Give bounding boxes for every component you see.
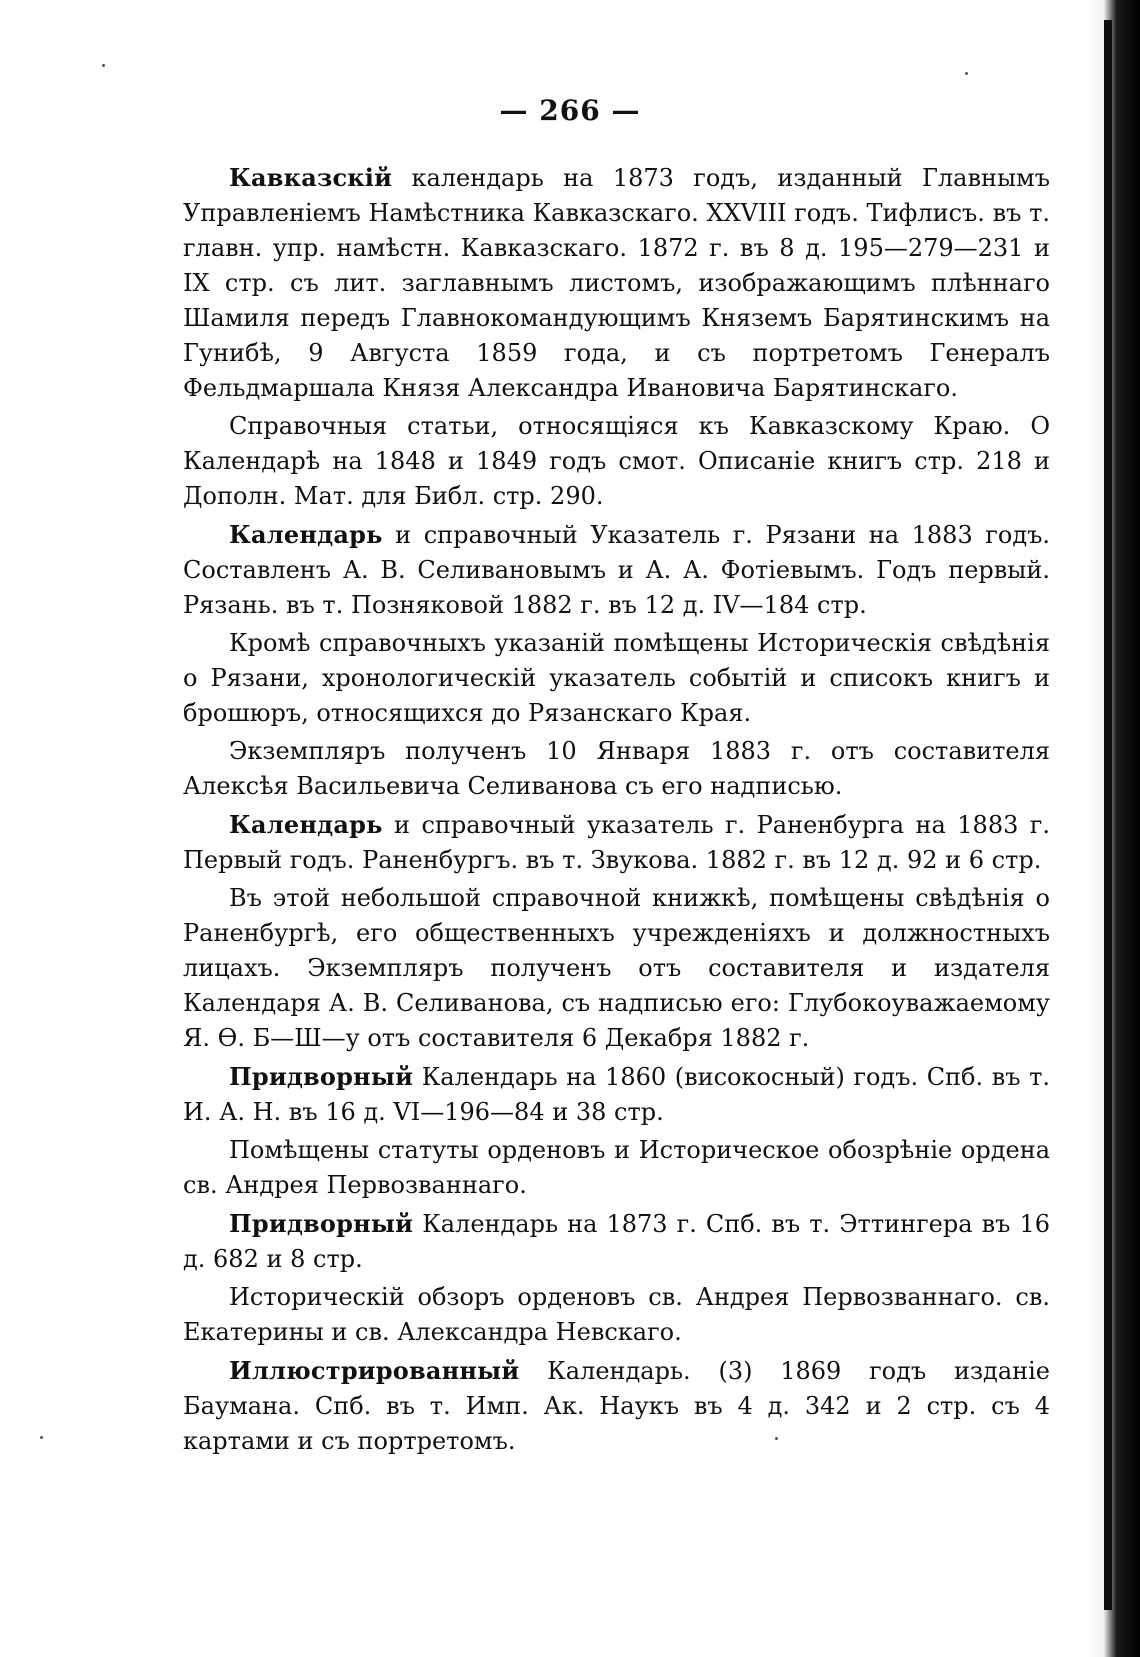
entry-note [183, 881, 1050, 1056]
entry-kavkazsky-calendar [183, 160, 1050, 406]
scan-speck [965, 72, 968, 75]
entry-lead: Календарь [229, 520, 383, 549]
entry-body: Историческій обзоръ орденовъ св. Андрея Первозваннаго. св. Екатерины и св. Александра Невскаго. [183, 1283, 1050, 1346]
scan-speck [102, 64, 105, 67]
entry-lead: Кавказскій [229, 163, 393, 192]
entry-body: Календарь на 1860 (високосный) годъ. Спб. въ т. И. А. Н. въ 16 д. VI—196—84 и 38 стр. [183, 1063, 1050, 1126]
entry-lead: Календарь [229, 810, 383, 839]
entry-body: Помѣщены статуты орденовъ и Историческое обозрѣніе ордена св. Андрея Первозваннаго. [183, 1136, 1050, 1199]
entry-note [183, 1280, 1050, 1350]
entry-court-calendar-1873 [183, 1206, 1050, 1277]
entry-body: календарь на 1873 годъ, изданный Главнымъ Управленіемъ Намѣстника Кавказскаго. XXVIII годъ. Тифлисъ. въ т. главн. упр. намѣстн. Кавказскаго. 1872 г. въ 8 д. 195—279—231 и IX стр. съ лит. заглавнымъ листомъ, изображающимъ плѣннаго Шамиля передъ Главнокомандующимъ Княземъ Барятинскимъ на Гунибѣ, 9 Августа 1859 года, и съ портретомъ Генералъ Фельдмаршала Князя Александра Ивановича Барятинскаго. [183, 164, 1050, 402]
entry-note [183, 1133, 1050, 1203]
entry-ranenburg-calendar [183, 807, 1050, 878]
entry-body: и справочный указатель г. Раненбурга на 1883 г. Первый годъ. Раненбургъ. въ т. Звукова. 1882 г. въ 12 д. 92 и 6 стр. [183, 811, 1050, 874]
entry-note [183, 734, 1050, 804]
entry-body: Календарь. (3) 1869 годъ изданіе Баумана. Спб. въ т. Имп. Ак. Наукъ въ 4 д. 342 и 2 стр. съ 4 картами и съ портретомъ. [183, 1357, 1050, 1455]
binding-edge [1104, 20, 1112, 1610]
catalogue-text [183, 160, 1050, 1462]
entry-note [183, 626, 1050, 731]
entry-court-calendar-1860 [183, 1059, 1050, 1130]
entry-lead: Иллюстрированный [229, 1356, 520, 1385]
page-edge-shadow [1088, 0, 1140, 1657]
scan-speck [40, 1436, 43, 1439]
entry-body: Кромѣ справочныхъ указаній помѣщены Историческія свѣдѣнія о Рязани, хронологическій указатель событій и списокъ книгъ и брошюръ, относящихся до Рязанскаго Края. [183, 629, 1050, 727]
entry-lead: Придворный [229, 1062, 414, 1091]
entry-illustrated-calendar [183, 1353, 1050, 1459]
entry-lead: Придворный [229, 1209, 414, 1238]
entry-body: Въ этой небольшой справочной книжкѣ, помѣщены свѣдѣнія о Раненбургѣ, его общественныхъ учрежденіяхъ и должностныхъ лицахъ. Экземпляръ полученъ отъ составителя и издателя Календаря А. В. Селиванова, съ надписью его: Глубокоуважаемому Я. Ѳ. Б—Ш—у отъ составителя 6 Декабря 1882 г. [183, 884, 1050, 1052]
entry-ryazan-calendar [183, 517, 1050, 623]
entry-body: Справочныя статьи, относящіяся къ Кавказскому Краю. О Календарѣ на 1848 и 1849 годъ смот. Описаніе книгъ стр. 218 и Дополн. Мат. для Библ. стр. 290. [183, 412, 1050, 510]
page-number: — 266 — [499, 94, 641, 127]
entry-note [183, 409, 1050, 514]
entry-body: и справочный Указатель г. Рязани на 1883 годъ. Составленъ А. В. Селивановымъ и А. А. Фотіевымъ. Годъ первый. Рязань. въ т. Позняковой 1882 г. въ 12 д. IV—184 стр. [183, 521, 1050, 619]
entry-body: Календарь на 1873 г. Спб. въ т. Эттингера въ 16 д. 682 и 8 стр. [183, 1210, 1050, 1273]
entry-body: Экземпляръ полученъ 10 Января 1883 г. отъ составителя Алексѣя Васильевича Селиванова съ его надписью. [183, 737, 1050, 800]
